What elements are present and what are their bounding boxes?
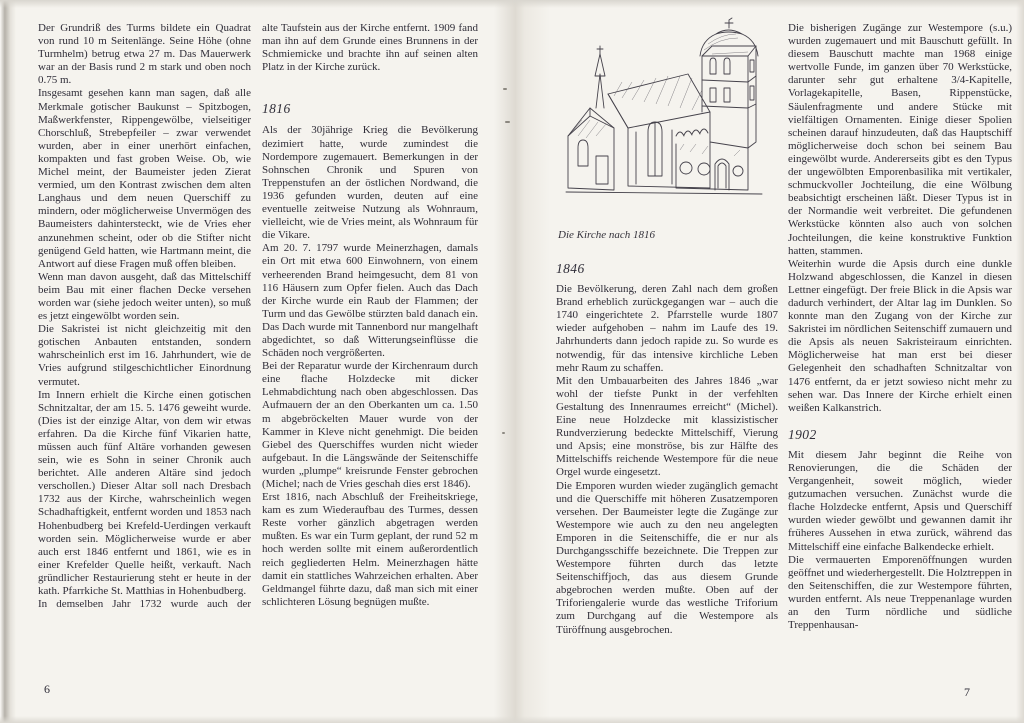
figure-caption: Die Kirche nach 1816 [558, 229, 656, 241]
right-page-column-1 [556, 262, 778, 637]
right-page-column-2 [788, 22, 1012, 632]
paragraph: Mit den Umbauarbeiten des Jahres 1846 „war wohl der tiefste Punkt in der verfehlten Gestaltung des Innenraumes erreicht“ (Michel). Eine neue Holzdecke mit klassizistischer Rundverzierung bedeckte Mittelschiff, Vierung und Apsis; eine monströse, bis zur Hälfte des Mittelschiffs reichende Westempore für die neue Orgel wurde eingesetzt. [556, 374, 778, 479]
paragraph: Im Innern erhielt die Kirche einen gotischen Schnitzaltar, der am 15. 5. 1476 geweiht wurde. (Dies ist der einzige Altar, von dem wir etwas erfahren. Da die Kirche fünf Vikarien hatte, müssen auch fünf Altäre vorhanden gewesen sein, wie es Sohn in seiner Chronik auch berichtet. Alle anderen Altäre sind jedoch verschollen.) Dieser Altar soll nach Dresbach 1732 aus der Kirche, wahrscheinlich wegen Schadhaftigkeit, entfernt worden und 1853 nach Hohenbudberg bei Krefeld-Uerdingen verkauft worden sein. Möglicherweise wurde er aber auch erst 1846 entfernt und 1861, wie es in einer Krefelder Quelle heißt, verkauft. Nach gründlicher Restaurierung steht er heute in der kath. Pfarrkiche St. Matthias in Hohenbudberg. [38, 388, 251, 598]
gutter-shadow [494, 0, 550, 723]
paragraph: Am 20. 7. 1797 wurde Meinerzhagen, damals ein Ort mit etwa 600 Einwohnern, von einem verheerenden Brand heimgesucht, dem 81 von 116 Häusern zum Opfer fielen. Auch das Dach der Kirche wurde ein Raub der Flammen; der Turm und das Gewölbe stürzten bald danach ein. Das Dach wurde mit Tannenbord nur mangelhaft abgedichtet, so daß Witterungseinflüsse die Schäden noch vergrößerten. [262, 242, 478, 360]
paragraph: Die Bevölkerung, deren Zahl nach dem großen Brand erheblich zurückgegangen war – auch die 1740 eingerichtete 2. Pfarrstelle wurde 1807 wieder aufgehoben – nahm im Laufe des 19. Jahrhunderts dann jedoch rapide zu. So wurde es notwendig, für das intensive kirchliche Leben mehr Raum zu schaffen. [556, 283, 778, 374]
scan-edge-right [1016, 0, 1024, 723]
paragraph: Wenn man davon ausgeht, daß das Mittelschiff beim Bau mit einer flachen Decke versehen worden war (siehe jedoch weiter unten), so muß es jetzt eingewölbt worden sein. [38, 270, 251, 323]
scan-edge-top [0, 0, 1024, 8]
paragraph: Bei der Reparatur wurde der Kirchenraum durch eine flache Holzdecke mit dicker Lehmabdichtung nach oben abgeschlossen. Das Aufmauern der an den Oberkanten um ca. 1.50 m abgebröckelten Mauer wurde von der Kammer in Kleve nicht genehmigt. Die beiden Giebel des Querschiffes wurden nicht wieder aufgebaut. In die Längswände der Seitenschiffe wurden „plumpe“ kreisrunde Fenster gebrochen (Michel; nach de Vries geschah dies erst 1846). [262, 360, 478, 490]
scan-speck [503, 88, 507, 90]
paragraph: alte Taufstein aus der Kirche entfernt. 1909 fand man ihn auf dem Grunde eines Brunnens in der Schmiemicke und brachte ihn auf seinen alten Platz in der Kirche zurück. [262, 22, 478, 74]
paragraph: In demselben Jahr 1732 wurde auch der [38, 598, 251, 611]
paragraph: Der Grundriß des Turms bildete ein Quadrat von rund 10 m Seitenlänge. Seine Höhe (ohne Turmhelm) betrug etwa 27 m. Das Mauerwerk war an der Basis rund 2 m stark und oben noch 0.75 m. [38, 22, 251, 87]
page-number-left: 6 [44, 682, 50, 696]
left-page-column-1 [38, 22, 251, 611]
church-illustration [552, 16, 778, 226]
paragraph: Erst 1816, nach Abschluß der Freiheitskriege, kam es zum Wiederaufbau des Turmes, dessen Reste vorher gänzlich abgetragen werden mußten. Es war ein Turm geplant, der rund 52 m hoch werden sollte mit einem außerordentlich reich gegliederten Helm. Meinerzhagen hätte damit ein stattliches Wahrzeichen erhalten. Aber Geldmangel führte dazu, daß man sich mit einer schlichteren Lösung begnügen mußte. [262, 491, 478, 608]
section-heading-1846: 1846 [556, 261, 585, 276]
paragraph: Die vermauerten Emporenöffnungen wurden geöffnet und wiederhergestellt. Die Holztreppen in den Seitenschiffen, die zur Westempore führten, wurden entfernt. Als neue Treppenanlage wurden an den Turm nördliche und südliche Treppenhausan- [788, 553, 1012, 632]
paragraph: Die Sakristei ist nicht gleichzeitig mit den gotischen Anbauten entstanden, sondern wahrscheinlich erst im 16. Jahrhundert, wie de Vries aufgrund stilgeschichtlicher Einordnung vermutet. [38, 323, 251, 388]
left-page-column-2 [262, 22, 478, 609]
section-heading-1816: 1816 [262, 101, 291, 117]
paragraph: Die bisherigen Zugänge zur Westempore (s.u.) wurden zugemauert und mit Bauschutt gefüllt. In diesem Bauschutt machte man 1968 einige wertvolle Funde, im ganzen über 70 Werkstücke, darunter sehr gut erhaltene 3/4-Kapitelle, Vorlagekapitelle, Basen, Rippenstücke, Säulenfragmente und andere Stücke mit vielfältigen Ornamenten. Einige dieser Spolien scheinen darauf hinzudeuten, daß das Hauptschiff möglicherweise doch schon bei seinem Bau eingewölbt wurde. Andererseits gibt es den Typus der ungewölbten Emporenbasilika mit vertikaler, schmuckvoller Jochteilung, die eine Wölbung beabsichtigt erscheinen läßt. Dieser Typus ist in der Normandie weit verbreitet. Die gefundenen Werkstücke könnten also auch von solchen Jochteilungen, die keine konstruktive Funktion hatten, stammen. [788, 22, 1012, 257]
scan-speck [502, 432, 505, 434]
page-number-right: 7 [964, 685, 970, 699]
scan-edge-bottom [0, 716, 1024, 723]
paragraph: Insgesamt gesehen kann man sagen, daß alle Merkmale gotischer Baukunst – Spitzbogen, Maßwerkfenster, Rippengewölbe, vielseitiger Chorschluß, Strebepfeiler – zwar verwendet wurden, aber in einer unerhört einfachen, kompakten und fast groben Weise. Ob, wie Michel meint, der Baumeister jeden Zierat vermied, um den Kontrast zwischen dem alten Langhaus und dem neuen Querschiff zu mindern, oder möglicherweise Unvermögen des Baumeisters dahintersteckt, wie de Vries eher anzunehmen scheint, oder ob die Stifter nicht genügend Geld hatten, wie Hartmann meint, die Antwort auf diese Fragen muß offen bleiben. [38, 87, 251, 270]
scan-edge-left [0, 0, 16, 723]
section-heading-1902: 1902 [788, 426, 817, 442]
paragraph: Mit diesem Jahr beginnt die Reihe von Renovierungen, die die Schäden der Vergangenheit, soweit möglich, wieder gutzumachen versuchen. Zunächst wurde die flache Holzdecke entfernt, Apsis und Querschiff wurden wieder gewölbt und gewannen damit ihr früheres Aussehen in etwa zurück, während das Mittelschiff eine einfache Balkendecke erhielt. [788, 448, 1012, 553]
scan-speck [505, 121, 510, 123]
paragraph: Weiterhin wurde die Apsis durch eine dunkle Holzwand abgeschlossen, die Kanzel in diesen Lettner eingefügt. Der freie Blick in die Apsis war dadurch verhindert, der Altar lag im Dunklen. So konnte man den Zugang von der Kirche zur Sakristei im nördlichen Seitenschiff zumauern und die Apsis als neuen Sakristeiraum einrichten. Möglicherweise hat man erst bei dieser Gelegenheit den schadhaften Schnitzaltar von 1476 entfernt, da er jetzt sowieso nicht mehr zu sehen war. Das Innere der Kirche erhielt einen weißen Kalkanstrich. [788, 257, 1012, 414]
paragraph: Die Emporen wurden wieder zugänglich gemacht und die Querschiffe mit höheren Zusatzemporen versehen. Der Baumeister legte die Zugänge zur Westempore wie auch zu den neu angelegten Emporen in die Seitenschiffe, die er nur als Durchgangsschiffe bezeichnete. Die Treppen zur Westempore führten durch das letzte Seitenschiffjoch, das aus diesem Grunde abgebrochen werden mußte. Oben auf der Triforiengalerie wurde das westliche Triforium zum Durchgang auf die Westempore als Türöffnung ausgebrochen. [556, 479, 778, 636]
paragraph: Als der 30jährige Krieg die Bevölkerung dezimiert hatte, wurde zumindest die Nordempore zugemauert. Bemerkungen in der Sohnschen Chronik und Spuren von Treppenstufen an der östlichen Nordwand, die 1936 gefunden wurden, deuten auf eine eventuelle zeitweise Nutzung als Wohnraum, vielleicht, wie de Vries meint, als Wohnraum für die Vikare. [262, 124, 478, 242]
